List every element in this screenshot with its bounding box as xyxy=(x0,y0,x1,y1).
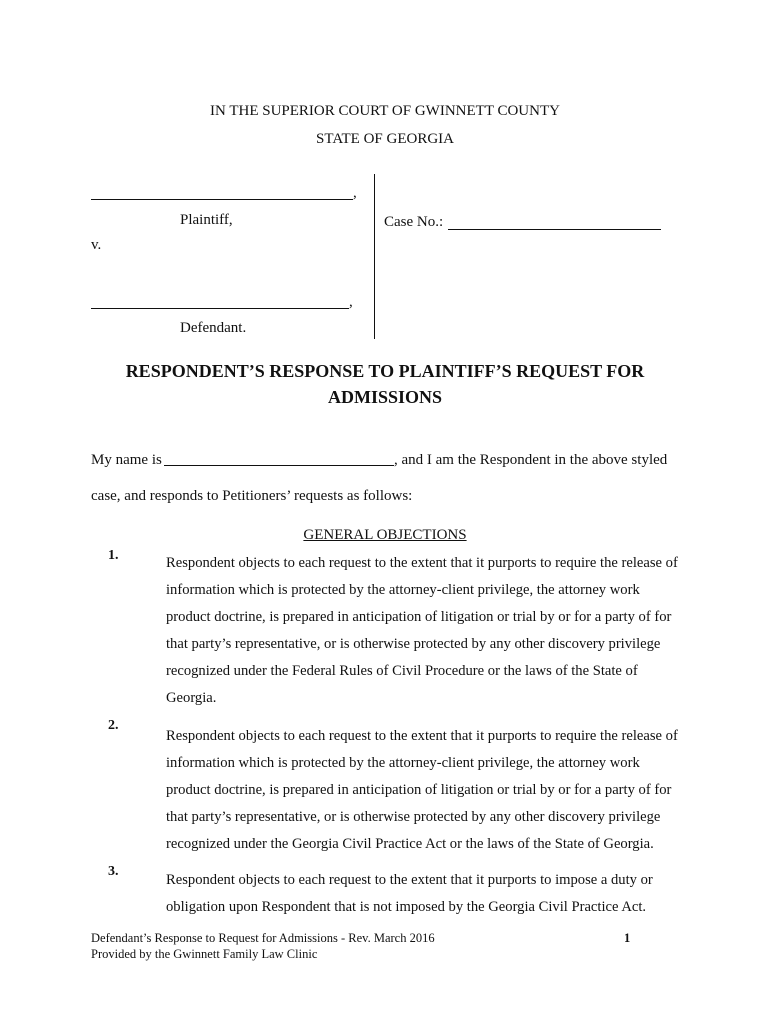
objection-line: Respondent objects to each request to the extent that it purports to require the release of xyxy=(166,728,678,744)
plaintiff-name-blank[interactable] xyxy=(91,199,353,200)
document-title-line1: RESPONDENT’S RESPONSE TO PLAINTIFF’S REQUEST FOR xyxy=(125,361,645,381)
plaintiff-label: Plaintiff, xyxy=(180,212,233,228)
objection-line: Georgia. xyxy=(166,690,217,706)
footer-provider: Provided by the Gwinnett Family Law Clinic xyxy=(91,947,318,961)
defendant-comma: , xyxy=(349,294,353,310)
objection-line: recognized under the Federal Rules of Civil Procedure or the laws of the State of xyxy=(166,663,638,679)
intro-suffix: , and I am the Respondent in the above styled xyxy=(394,452,668,468)
objection-line: information which is protected by the attorney-client privilege, the attorney work xyxy=(166,755,640,771)
objection-line: Respondent objects to each request to the extent that it purports to impose a duty or xyxy=(166,872,653,888)
section-heading: GENERAL OBJECTIONS xyxy=(303,527,467,543)
respondent-name-blank[interactable] xyxy=(164,465,394,466)
defendant-name-blank[interactable] xyxy=(91,308,349,309)
objection-line: product doctrine, is prepared in anticipation of litigation or trial by or for a party of for xyxy=(166,609,672,625)
objection-line: obligation upon Respondent that is not imposed by the Georgia Civil Practice Act. xyxy=(166,899,647,915)
intro-prefix: My name is xyxy=(91,452,162,468)
objection-number: 1. xyxy=(108,548,119,563)
objection-paragraph xyxy=(166,550,696,712)
defendant-label: Defendant. xyxy=(180,320,247,336)
objection-line: product doctrine, is prepared in anticipation of litigation or trial by or for a party of for xyxy=(166,782,672,798)
versus-label: v. xyxy=(91,237,102,253)
document-title xyxy=(0,358,770,410)
intro-line2: case, and responds to Petitioners’ requests as follows: xyxy=(91,488,413,504)
caption-divider xyxy=(374,174,375,339)
case-number-blank[interactable] xyxy=(448,229,661,230)
case-number-label: Case No.: xyxy=(384,214,444,230)
objection-paragraph xyxy=(166,723,696,858)
objection-line: that party’s representative, or is otherwise protected by any other discovery privilege xyxy=(166,636,661,652)
objection-line: Respondent objects to each request to the extent that it purports to require the release of xyxy=(166,555,678,571)
footer-revision: Defendant’s Response to Request for Admissions - Rev. March 2016 xyxy=(91,931,435,945)
court-state: STATE OF GEORGIA xyxy=(316,131,454,147)
objection-number: 2. xyxy=(108,718,119,733)
page-number: 1 xyxy=(624,931,631,945)
objection-number: 3. xyxy=(108,864,119,879)
objection-line: recognized under the Georgia Civil Practice Act or the laws of the State of Georgia. xyxy=(166,836,654,852)
document-title-line2: ADMISSIONS xyxy=(327,387,443,407)
objection-line: information which is protected by the attorney-client privilege, the attorney work xyxy=(166,582,640,598)
plaintiff-comma: , xyxy=(353,185,357,201)
objection-line: that party’s representative, or is otherwise protected by any other discovery privilege xyxy=(166,809,661,825)
objection-paragraph xyxy=(166,867,696,921)
court-name: IN THE SUPERIOR COURT OF GWINNETT COUNTY xyxy=(210,103,560,119)
